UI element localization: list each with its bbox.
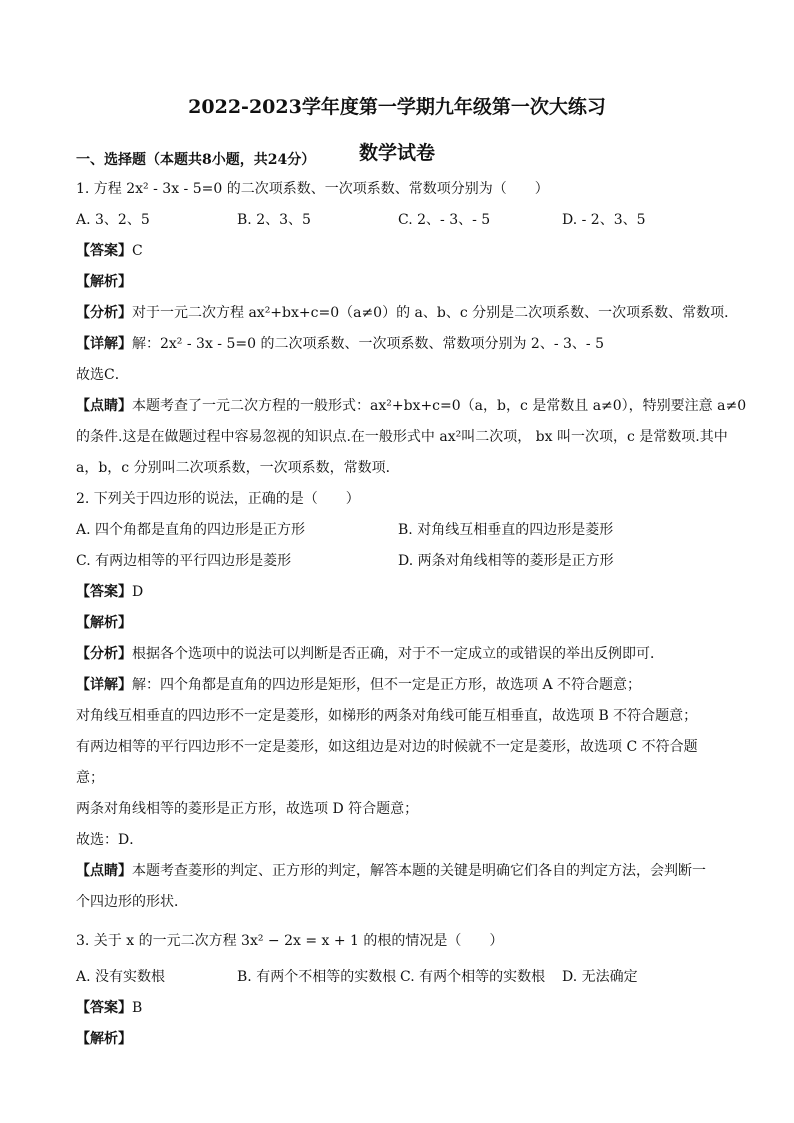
q1-option-a: A. 3、2、5 [76, 212, 150, 228]
q2-option-c: C. 有两边相等的平行四边形是菱形 [76, 553, 292, 569]
q2-detail-line-5: 故选：D． [76, 832, 144, 848]
q1-conclusion: 故选C． [76, 367, 129, 383]
q3-stem: 3. 关于 x 的一元二次方程 3x² − 2x = x + 1 的根的情况是（ ） [76, 933, 504, 949]
q3-option-c: C. 有两个相等的实数根 [400, 969, 546, 985]
q1-option-d: D. - 2、3、5 [562, 212, 646, 228]
q3-answer: B [132, 1000, 143, 1016]
page-title: 2022-2023学年度第一学期九年级第一次大练习 [188, 96, 606, 118]
q2-detail-line-4: 两条对角线相等的菱形是正方形，故选项 D 符合题意； [76, 801, 419, 817]
q2-option-a: A. 四个角都是直角的四边形是正方形 [76, 522, 306, 538]
q2-xiangjie-row [76, 675, 641, 695]
fenxi-label: 【分析】 [76, 305, 132, 321]
q2-stem: 2. 下列关于四边形的说法，正确的是（ ） [76, 491, 360, 507]
q2-fenxi-row [76, 644, 664, 664]
answer-label: 【答案】 [76, 1000, 132, 1016]
q1-analysis-label: 【解析】 [76, 274, 132, 290]
xiangjie-label: 【详解】 [76, 677, 132, 693]
q2-detail-line-1: 对角线互相垂直的四边形不一定是菱形，如梯形的两条对角线可能互相垂直，故选项 B 不符合题意； [76, 708, 698, 724]
q1-fenxi-row [76, 303, 738, 323]
q2-answer-row [76, 582, 143, 602]
dianjing-label: 【点睛】 [76, 863, 132, 879]
q3-option-b: B. 有两个不相等的实数根 [237, 969, 397, 985]
q2-answer: D [132, 584, 144, 600]
q3-option-d: D. 无法确定 [562, 969, 638, 985]
q1-dianjing-line-2: 的条件.这是在做题过程中容易忽视的知识点.在一般形式中 ax²叫二次项， bx 叫一次项，c 是常数项.其中 [76, 429, 728, 445]
q1-option-c: C. 2、- 3、- 5 [398, 212, 491, 228]
q1-fenxi: 对于一元二次方程 ax²+bx+c=0（a≠0）的 a、b、c 分别是二次项系数、一次项系数、常数项． [132, 305, 739, 321]
q1-dianjing-row [76, 396, 746, 416]
q1-stem: 1. 方程 2x² - 3x - 5=0 的二次项系数、一次项系数、常数项分别为（ ） [76, 181, 549, 197]
dianjing-label: 【点睛】 [76, 398, 132, 414]
q2-xiangjie: 解：四个角都是直角的四边形是矩形，但不一定是正方形，故选项 A 不符合题意； [132, 677, 642, 693]
section-heading: 一、选择题（本题共8小题，共24分） [76, 152, 316, 168]
answer-label: 【答案】 [76, 584, 132, 600]
q2-dianjing-line-1: 本题考查菱形的判定、正方形的判定，解答本题的关键是明确它们各自的判定方法，会判断一 [132, 863, 706, 879]
q1-dianjing-line-1: 本题考查了一元二次方程的一般形式：ax²+bx+c=0（a，b，c 是常数且 a≠0），特别要注意 a≠0 [132, 398, 747, 414]
q2-analysis-label: 【解析】 [76, 615, 132, 631]
q1-answer-row [76, 241, 143, 261]
q1-xiangjie: 解：2x² - 3x - 5=0 的二次项系数、一次项系数、常数项分别为 2、- 3、- 5 [132, 336, 605, 352]
q1-dianjing-line-3: a，b，c 分别叫二次项系数，一次项系数，常数项． [76, 460, 400, 476]
page-subtitle: 数学试卷 [358, 142, 435, 164]
fenxi-label: 【分析】 [76, 646, 132, 662]
q2-detail-line-2: 有两边相等的平行四边形不一定是菱形，如这组边是对边的时候就不一定是菱形，故选项 C 不符合题 [76, 739, 698, 755]
q3-analysis-label: 【解析】 [76, 1031, 132, 1047]
q3-option-a: A. 没有实数根 [76, 969, 166, 985]
q2-fenxi: 根据各个选项中的说法可以判断是否正确，对于不一定成立的或错误的举出反例即可． [132, 646, 664, 662]
q2-option-d: D. 两条对角线相等的菱形是正方形 [398, 553, 614, 569]
q1-option-b: B. 2、3、5 [237, 212, 311, 228]
answer-label: 【答案】 [76, 243, 132, 259]
q3-answer-row [76, 998, 142, 1018]
q2-dianjing-line-2: 个四边形的形状． [76, 894, 188, 910]
xiangjie-label: 【详解】 [76, 336, 132, 352]
q2-dianjing-row [76, 861, 706, 881]
q1-answer: C [132, 243, 143, 259]
q1-xiangjie-row [76, 334, 604, 354]
q2-option-b: B. 对角线互相垂直的四边形是菱形 [398, 522, 614, 538]
q2-detail-line-3: 意； [76, 770, 104, 786]
